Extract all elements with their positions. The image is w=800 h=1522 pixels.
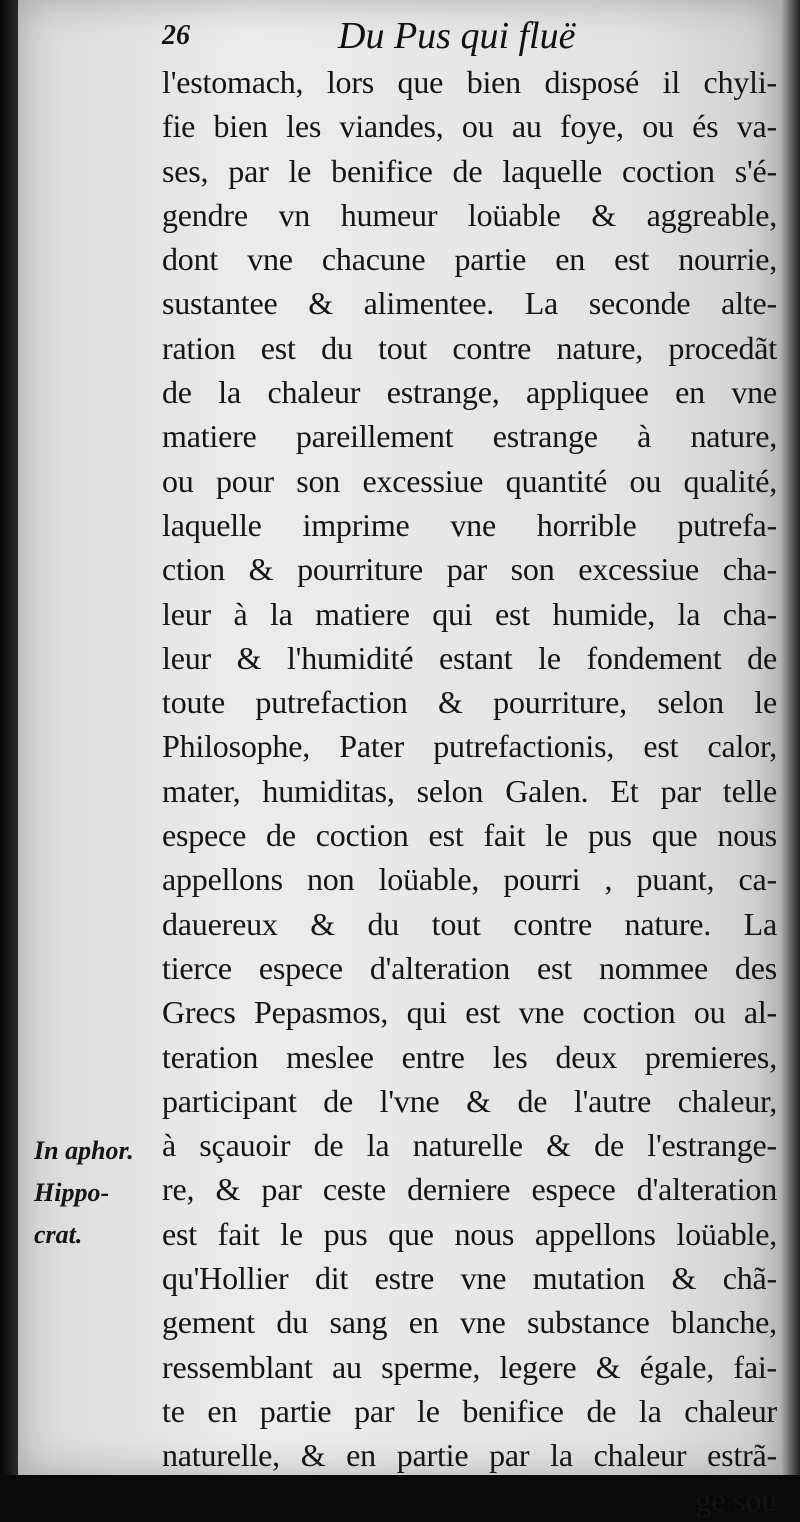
text-line: re, & par ceste derniere espece d'alteration xyxy=(162,1171,777,1208)
page-header xyxy=(162,12,772,62)
text-line: l'estomach, lors que bien disposé il chyli- xyxy=(162,64,777,100)
margin-note: crat. xyxy=(34,1220,83,1249)
margin-note: In aphor. xyxy=(34,1136,134,1165)
text-line: fie bien les viandes, ou au foye, ou és va- xyxy=(162,108,777,145)
text-line: laquelle imprime vne horrible putrefa- xyxy=(162,506,777,543)
text-line: teration meslee entre les deux premieres, xyxy=(162,1038,777,1075)
text-line: te en partie par le benifice de la chaleur xyxy=(162,1392,777,1429)
text-line: dauereux & du tout contre nature. La xyxy=(162,905,777,942)
text-line: ction & pourriture par son excessiue cha- xyxy=(162,551,777,588)
text-line: ses, par le benifice de laquelle coction s'é- xyxy=(162,152,777,189)
text-line: naturelle, & en partie par la chaleur estrã- xyxy=(162,1437,777,1474)
text-line: dont vne chacune partie en est nourrie, xyxy=(162,241,777,278)
body-text xyxy=(162,60,777,1522)
text-line: ge sou xyxy=(695,1481,777,1518)
text-line: matiere pareillement estrange à nature, xyxy=(162,418,777,455)
text-line: participant de l'vne & de l'autre chaleur, xyxy=(162,1082,777,1119)
text-line: ou pour son excessiue quantité ou qualité, xyxy=(162,462,777,499)
text-line: est fait le pus que nous appellons loüable, xyxy=(162,1215,777,1252)
text-line: leur à la matiere qui est humide, la cha- xyxy=(162,595,777,632)
text-line: à sçauoir de la naturelle & de l'estrange- xyxy=(162,1127,777,1164)
text-line: espece de coction est fait le pus que nous xyxy=(162,817,777,854)
text-line: Philosophe, Pater putrefactionis, est calor, xyxy=(162,728,777,765)
text-line: mater, humiditas, selon Galen. Et par telle xyxy=(162,772,777,809)
text-line: leur & l'humidité estant le fondement de xyxy=(162,639,777,676)
text-line: appellons non loüable, pourri , puant, ca- xyxy=(162,861,777,898)
text-line: sustantee & alimentee. La seconde alte- xyxy=(162,285,777,322)
page-edge-shadow xyxy=(780,0,800,1475)
text-line: toute putrefaction & pourriture, selon le xyxy=(162,684,777,721)
text-line: ressemblant au sperme, legere & égale, fai- xyxy=(162,1348,777,1385)
text-line: ration est du tout contre nature, procedãt xyxy=(162,329,777,366)
text-line: gendre vn humeur loüable & aggreable, xyxy=(162,196,777,233)
margin-notes xyxy=(34,1130,159,1256)
text-line: gement du sang en vne substance blanche, xyxy=(162,1304,777,1341)
margin-note: Hippo- xyxy=(34,1178,110,1207)
text-line: de la chaleur estrange, appliquee en vne xyxy=(162,374,777,411)
running-head: Du Pus qui fluë xyxy=(338,15,576,57)
page-number: 26 xyxy=(162,20,190,51)
text-line: tierce espece d'alteration est nommee des xyxy=(162,949,777,986)
text-line: Grecs Pepasmos, qui est vne coction ou al- xyxy=(162,994,777,1031)
book-spine-shadow xyxy=(0,0,18,1475)
text-line: qu'Hollier dit estre vne mutation & chã- xyxy=(162,1260,777,1297)
